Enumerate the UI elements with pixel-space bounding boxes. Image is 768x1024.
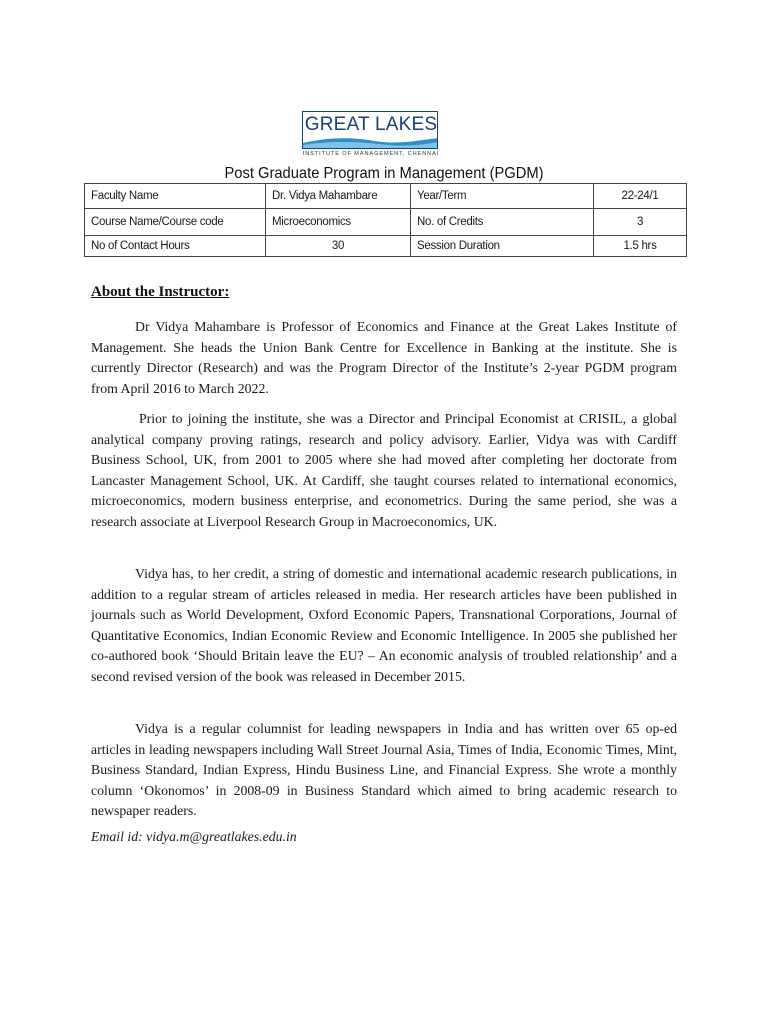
about-paragraph-4: Vidya is a regular columnist for leading newspapers in India and has written over 65 op-ed articles in leading newspapers including Wall Street Journal Asia, Times of India, Economic Times, Mint, Business Standard, Indian Express, Hindu Business Line, and Financial Express. She wrote a monthly column ‘Okonomos’ in 2008-09 in Business Standard which aimed to bring academic research to newspaper readers. — [91, 721, 677, 819]
about-paragraph-2: Prior to joining the institute, she was a Director and Principal Economist at CRISIL, a global analytical company proving ratings, research and policy advisory. Earlier, Vidya was with Cardiff Business School, UK, from 2001 to 2005 where she had moved after completing her doctorate from Lancaster Management School, UK. At Cardiff, she taught courses related to international economics, microeconomics, modern business enterprise, and econometrics. During the same period, she was a research associate at Liverpool Research Group in Macroeconomics, UK. — [91, 411, 677, 529]
document-title: Post Graduate Program in Management (PGDM) — [224, 165, 544, 182]
about-paragraph-1: Dr Vidya Mahambare is Professor of Economics and Finance at the Great Lakes Institute of Management. She heads the Union Bank Centre for Excellence in Banking at the institute. She is currently Director (Research) and was the Program Director of the Institute’s 2-year PGDM program from April 2016 to March 2022. — [91, 319, 677, 396]
year-term-label: Year/Term — [411, 184, 594, 209]
session-duration-value: 1.5 hrs — [594, 236, 687, 257]
faculty-name-value: Dr. Vidya Mahambare — [266, 184, 411, 209]
logo-wave-icon — [303, 134, 438, 148]
session-duration-label: Session Duration — [411, 236, 594, 257]
credits-label: No. of Credits — [411, 209, 594, 236]
course-label: Course Name/Course code — [85, 209, 266, 236]
faculty-name-label: Faculty Name — [85, 184, 266, 209]
course-info-table — [84, 183, 687, 257]
great-lakes-logo — [302, 111, 440, 161]
logo-box — [302, 111, 438, 149]
contact-hours-label: No of Contact Hours — [85, 236, 266, 257]
table-row — [85, 184, 687, 209]
about-paragraph-3: Vidya has, to her credit, a string of domestic and international academic research publications, in addition to a regular stream of articles released in media. Her research articles have been published in journals such as World Development, Oxford Economic Papers, Transnational Corporations, Journal of Quantitative Economics, Indian Economic Review and Economic Intelligence. In 2005 she published her co-authored book ‘Should Britain leave the EU? – An economic analysis of troubled relationship’ and a second revised version of the book was released in December 2015. — [91, 566, 677, 684]
table-row — [85, 209, 687, 236]
logo-text: GREAT LAKES — [304, 114, 438, 135]
year-term-value: 22-24/1 — [594, 184, 687, 209]
email-contact: Email id: vidya.m@greatlakes.edu.in — [91, 829, 297, 844]
course-value: Microeconomics — [266, 209, 411, 236]
contact-hours-value: 30 — [266, 236, 411, 257]
logo-subtext: INSTITUTE OF MANAGEMENT, CHENNAI — [302, 151, 440, 157]
credits-value: 3 — [594, 209, 687, 236]
table-row — [85, 236, 687, 257]
about-heading: About the Instructor: — [91, 284, 230, 300]
